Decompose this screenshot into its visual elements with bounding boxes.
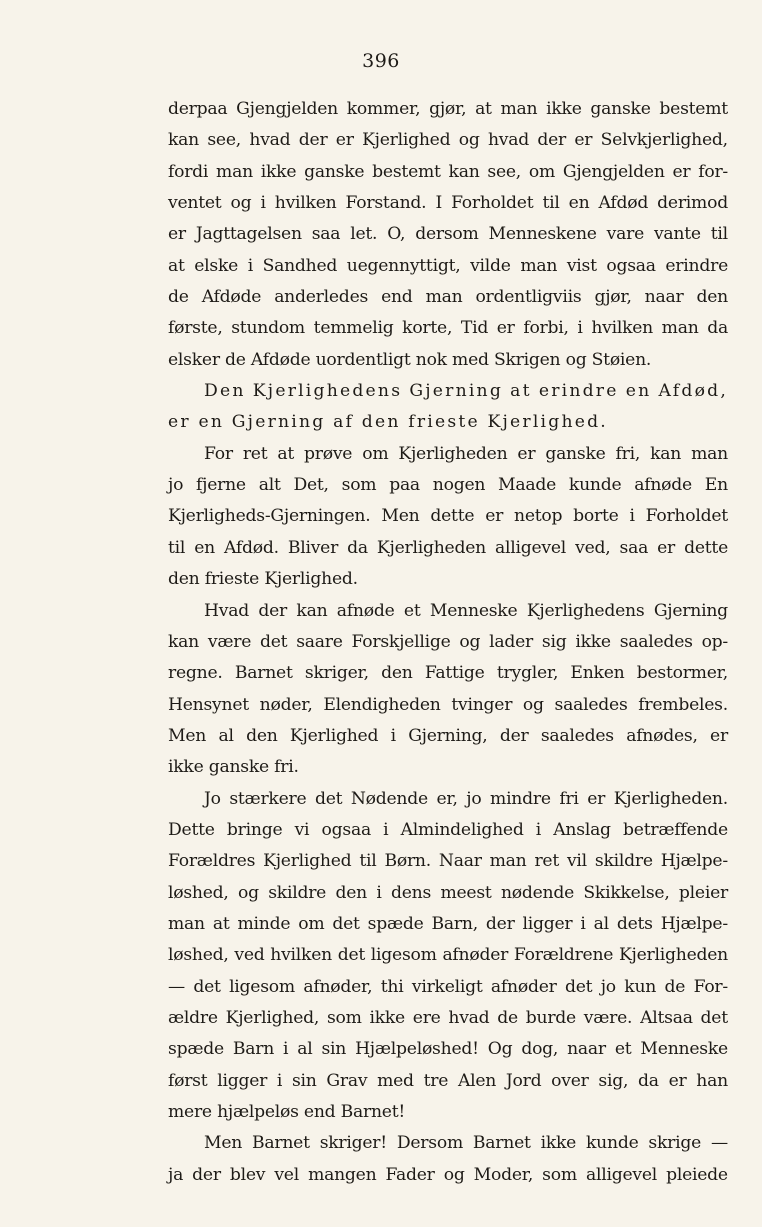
text-line: til en Afdød. Bliver da Kjerligheden alligevel ved, saa er dette: [168, 537, 728, 558]
text-line: kan see, hvad der er Kjerlighed og hvad der er Selvkjerlighed,: [168, 130, 728, 151]
text-line: først ligger i sin Grav med tre Alen Jord over sig, da er han: [168, 1070, 728, 1091]
text-line: Kjerligheds-Gjerningen. Men dette er netop borte i Forholdet: [168, 506, 728, 527]
text-line: første, stundom temmelig korte, Tid er forbi, i hvilken man da: [168, 318, 728, 339]
text-line: Hensynet nøder, Elendigheden tvinger og saaledes frembeles.: [168, 694, 728, 715]
text-line: mere hjælpeløs end Barnet!: [168, 1102, 406, 1122]
text-line: ikke ganske fri.: [168, 757, 299, 778]
text-line: at elske i Sandhed uegennyttigt, vilde man vist ogsaa erindre: [168, 255, 728, 276]
text-line: løshed, og skildre den i dens meest nødende Skikkelse, pleier: [168, 882, 728, 903]
text-line: Jo stærkere det Nødende er, jo mindre fri er Kjerligheden.: [204, 788, 728, 809]
text-line: Forældres Kjerlighed til Børn. Naar man ret vil skildre Hjælpe-: [168, 851, 728, 872]
text-line: Hvad der kan afnøde et Menneske Kjerlighedens Gjerning: [204, 600, 728, 621]
text-line: Men Barnet skriger! Dersom Barnet ikke kunde skrige —: [204, 1133, 728, 1154]
text-line: man at minde om det spæde Barn, der ligger i al dets Hjælpe-: [168, 913, 728, 934]
text-line: Dette bringe vi ogsaa i Almindelighed i Anslag betræffende: [168, 819, 728, 840]
text-line: derpaa Gjengjelden kommer, gjør, at man ikke ganske bestemt: [168, 99, 728, 119]
text-line: kan være det saare Forskjellige og lader sig ikke saaledes op-: [168, 631, 728, 652]
text-line: ældre Kjerlighed, som ikke ere hvad de burde være. Altsaa det: [168, 1007, 728, 1028]
page-number: 396: [362, 50, 400, 72]
text-line: fordi man ikke ganske bestemt kan see, om Gjengjelden er for-: [168, 161, 728, 182]
text-line: elsker de Afdøde uordentligt nok med Skrigen og Støien.: [168, 349, 652, 370]
text-line: den frieste Kjerlighed.: [168, 569, 358, 590]
text-line: jo fjerne alt Det, som paa nogen Maade kunde afnøde En: [168, 475, 728, 496]
text-line: Den Kjerlighedens Gjerning at erindre en Afdød,: [204, 381, 728, 402]
text-line: er Jagttagelsen saa let. O, dersom Menneskene vare vante til: [168, 224, 728, 245]
text-line: regne. Barnet skriger, den Fattige trygler, Enken bestormer,: [168, 663, 728, 684]
text-line: Men al den Kjerlighed i Gjerning, der saaledes afnødes, er: [168, 725, 728, 746]
body-text: [168, 94, 728, 1191]
text-line: ventet og i hvilken Forstand. I Forholdet til en Afdød derimod: [168, 193, 728, 214]
text-line: ja der blev vel mangen Fader og Moder, som alligevel pleiede: [168, 1164, 728, 1185]
text-line: de Afdøde anderledes end man ordentligviis gjør, naar den: [168, 287, 728, 308]
text-line: løshed, ved hvilken det ligesom afnøder Forældrene Kjerligheden: [168, 945, 728, 966]
text-line: For ret at prøve om Kjerligheden er ganske fri, kan man: [204, 443, 728, 464]
text-line: spæde Barn i al sin Hjælpeløshed! Og dog, naar et Menneske: [168, 1039, 728, 1060]
text-line: — det ligesom afnøder, thi virkeligt afnøder det jo kun de For-: [168, 976, 728, 997]
text-line: er en Gjerning af den frieste Kjerlighed.: [168, 412, 608, 433]
